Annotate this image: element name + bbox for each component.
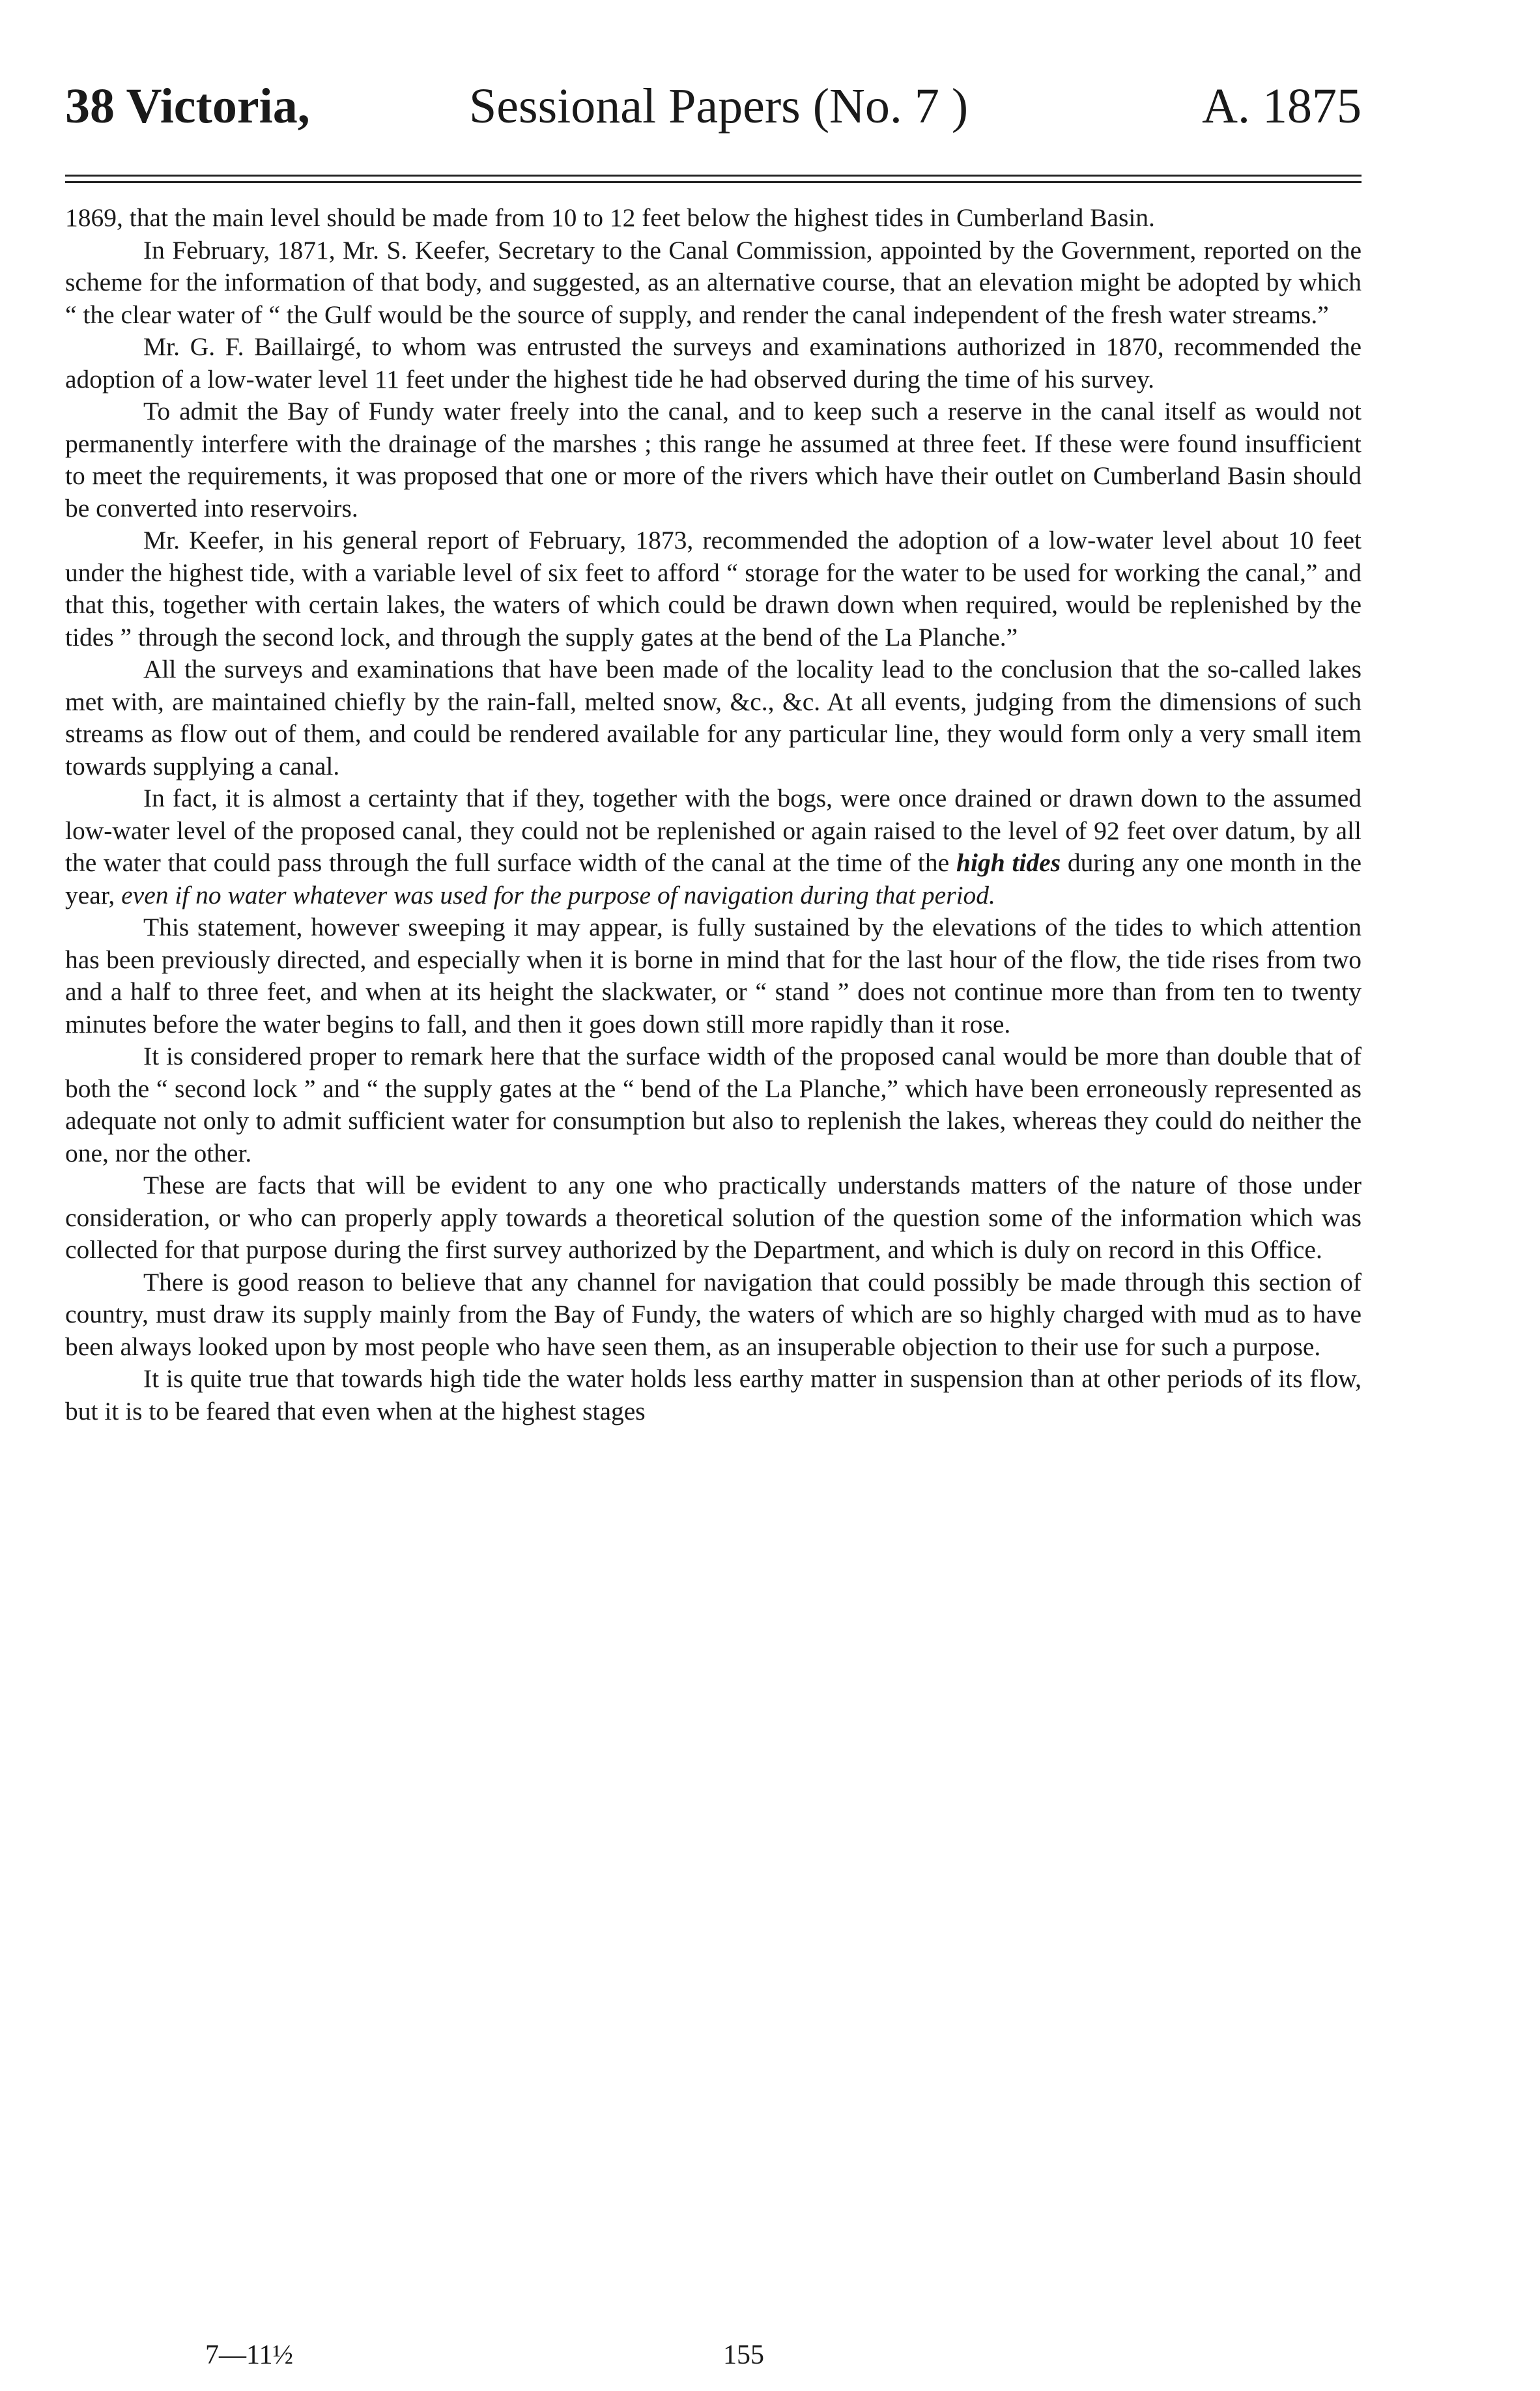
paragraph-text: In February, 1871, Mr. S. Keefer, Secretary to the Canal Commission, appointed by the Government, reported on the scheme for the information of that body, and suggested, as an alternative course, that an elevation might be adopted by which “ the clear water of “ the Gulf would be the source of supply, and render the canal independent of the fresh water streams.” [65, 235, 1362, 329]
paragraph-text: In fact, it is almost a certainty that if they, together with the bogs, were once drained or drawn down to the assumed low-water level of the proposed canal, they could not be replenished or again raised to the level of 92 feet over datum, by all the water that could pass through the full surface width of the canal at the time of the [65, 784, 1362, 877]
paragraph [65, 1363, 1362, 1427]
running-head [65, 70, 1362, 142]
paragraph-text: These are facts that will be evident to any one who practically understands matters of the nature of those under consideration, or who can properly apply towards a theoretical solution of the question some of the information which was collected for that purpose during the first survey authorized by the Department, and which is duly on record in this Office. [65, 1171, 1362, 1264]
paragraph-text: This statement, however sweeping it may appear, is fully sustained by the elevations of the tides to which attention has been previously directed, and especially when it is borne in mind that for the last hour of the flow, the tide rises from two and a half to three feet, and when at its height the slackwater, or “ stand ” does not continue more than from ten to twenty minutes before the water begins to fall, and then it goes down still more rapidly than it rose. [65, 913, 1362, 1038]
paragraph [65, 1040, 1362, 1169]
series-title: Sessional Papers (No. 7 ) [469, 79, 969, 134]
paragraph-text: It is considered proper to remark here that the surface width of the proposed canal would be more than double that of both the “ second lock ” and “ the supply gates at the “ bend of the La Planche,” which have been erroneously represented as adequate not only to admit sufficient water for consumption but also to replenish the lakes, whereas they could do neither the one, nor the other. [65, 1042, 1362, 1167]
paragraph-text: There is good reason to believe that any channel for navigation that could possibly be made through this section of country, must draw its supply mainly from the Bay of Fundy, the waters of which are so highly charged with mud as to have been always looked upon by most people who have seen them, as an insuperable objection to their use for such a purpose. [65, 1267, 1362, 1361]
paragraph-text: To admit the Bay of Fundy water freely into the canal, and to keep such a reserve in the canal itself as would not permanently interfere with the drainage of the marshes ; this range he assumed at three feet. If these were found insufficient to meet the requirements, it was proposed that one or more of the rivers which have their outlet on Cumberland Basin should be converted into reservoirs. [65, 397, 1362, 523]
paragraph-text: Mr. G. F. Baillairgé, to whom was entrusted the surveys and examinations authorized in 1870, recommended the adoption of a low-water level 11 feet under the highest tide he had observed during the time of his survey. [65, 332, 1362, 394]
paragraph-text: It is quite true that towards high tide the water holds less earthy matter in suspension than at other periods of its flow, but it is to be feared that even when at the highest stages [65, 1364, 1362, 1425]
paragraph [65, 1267, 1362, 1364]
paragraph [65, 524, 1362, 653]
volume-label: 38 Victoria, [65, 79, 310, 134]
paragraph-text: Mr. Keefer, in his general report of February, 1873, recommended the adoption of a low-water level about 10 feet under the highest tide, with a variable level of six feet to afford “ storage for the water to be used for working the canal,” and that this, together with certain lakes, the waters of which could be drawn down when required, would be replenished by the tides ” through the second lock, and through the supply gates at the bend of the La Planche.” [65, 526, 1362, 651]
emphasis-text: high tides [956, 848, 1061, 877]
paragraph-text: All the surveys and examinations that have been made of the locality lead to the conclusion that the so-called lakes met with, are maintained chiefly by the rain-fall, melted snow, &c., &c. At all events, judging from the dimensions of such streams as flow out of them, and could be rendered available for any particular line, they would form only a very small item towards supplying a canal. [65, 655, 1362, 780]
emphasis-text: even if no water whatever was used for the purpose of navigation during that period. [121, 880, 995, 909]
paragraph-text: 1869, that the main level should be made from 10 to 12 feet below the highest tides in Cumberland Basin. [65, 203, 1155, 232]
signature-mark: 7—11½ [205, 2340, 293, 2370]
header-rule-top [65, 175, 1362, 177]
page-number: 155 [723, 2340, 764, 2370]
paragraph-text: during any one month in the year, [65, 848, 1362, 909]
document-page [65, 0, 1368, 2391]
paragraph [65, 911, 1362, 1040]
page-footer [65, 2332, 1362, 2378]
paragraph [65, 653, 1362, 782]
paragraph [65, 235, 1362, 332]
header-rule-bottom [65, 181, 1362, 183]
body-text [65, 202, 1362, 1427]
paragraph [65, 202, 1362, 235]
year-label: A. 1875 [1202, 79, 1362, 134]
paragraph [65, 1169, 1362, 1267]
paragraph [65, 782, 1362, 911]
paragraph [65, 331, 1362, 395]
paragraph [65, 395, 1362, 524]
